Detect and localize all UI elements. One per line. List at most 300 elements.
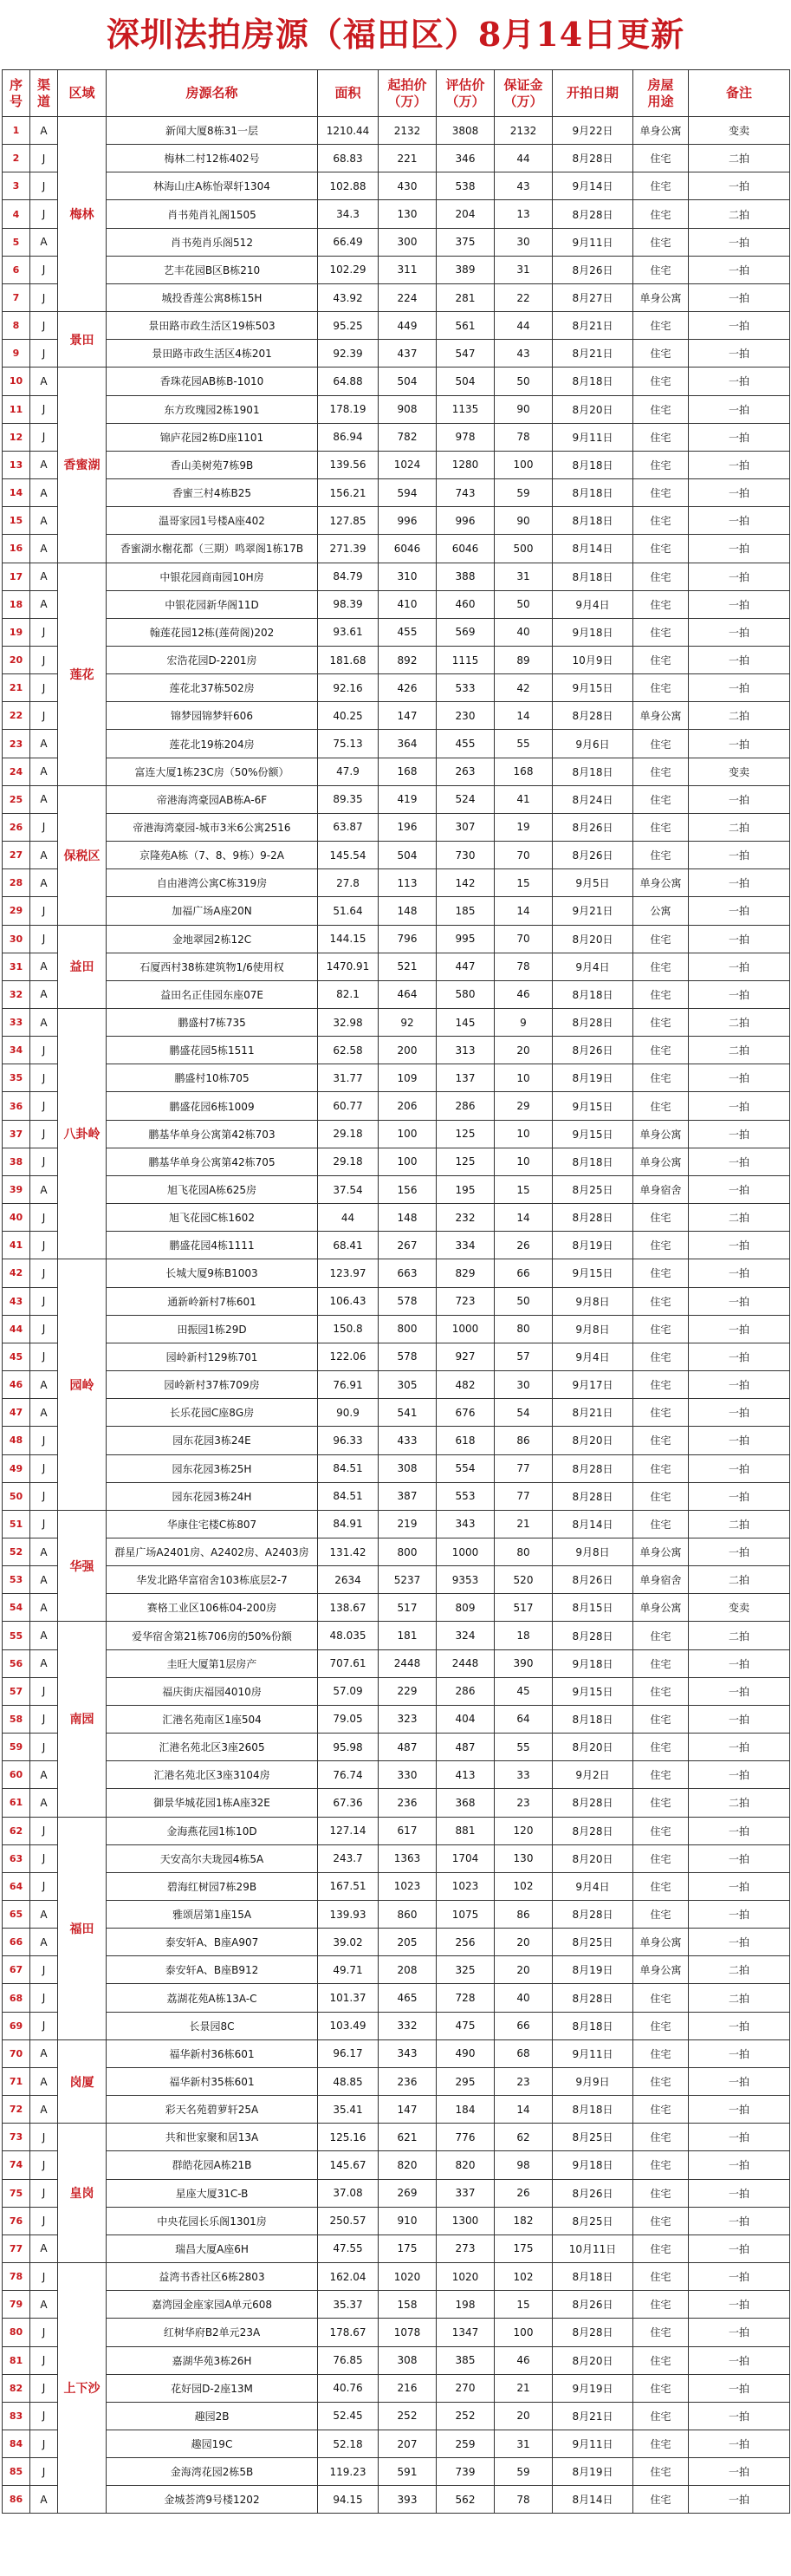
cell-deposit: 23 — [495, 1789, 553, 1817]
cell-auction-date: 8月28日 — [553, 1009, 633, 1037]
cell-no: 36 — [3, 1092, 30, 1120]
cell-channel: J — [30, 1734, 58, 1761]
cell-no: 13 — [3, 451, 30, 478]
cell-no: 6 — [3, 256, 30, 283]
cell-deposit: 77 — [495, 1454, 553, 1482]
cell-auction-date: 8月18日 — [553, 1705, 633, 1733]
cell-channel: J — [30, 2207, 58, 2234]
cell-start-price: 311 — [379, 256, 437, 283]
cell-start-price: 236 — [379, 2067, 437, 2095]
cell-usage: 单身公寓 — [633, 1120, 689, 1148]
cell-area: 707.61 — [318, 1649, 379, 1677]
cell-note: 二拍 — [689, 145, 790, 172]
cell-area: 37.08 — [318, 2179, 379, 2207]
cell-usage: 住宅 — [633, 1315, 689, 1343]
cell-deposit: 14 — [495, 1204, 553, 1232]
cell-no: 48 — [3, 1427, 30, 1454]
cell-appraisal: 2448 — [437, 1649, 495, 1677]
cell-area: 139.93 — [318, 1901, 379, 1929]
cell-name: 泰安轩A、B座A907 — [107, 1929, 318, 1956]
cell-area: 92.39 — [318, 340, 379, 368]
cell-start-price: 437 — [379, 340, 437, 368]
cell-name: 旭飞花园A栋625房 — [107, 1175, 318, 1203]
cell-deposit: 44 — [495, 145, 553, 172]
cell-deposit: 14 — [495, 2096, 553, 2124]
cell-appraisal: 743 — [437, 479, 495, 507]
table-row — [3, 1454, 790, 1482]
cell-name: 田振园1栋29D — [107, 1315, 318, 1343]
cell-area: 75.13 — [318, 730, 379, 758]
cell-channel: J — [30, 2179, 58, 2207]
cell-note: 一拍 — [689, 1482, 790, 1510]
cell-no: 1 — [3, 117, 30, 145]
cell-start-price: 419 — [379, 785, 437, 813]
cell-note: 一拍 — [689, 1844, 790, 1872]
cell-usage: 住宅 — [633, 2151, 689, 2179]
cell-start-price: 147 — [379, 2096, 437, 2124]
cell-appraisal: 368 — [437, 1789, 495, 1817]
cell-auction-date: 8月28日 — [553, 200, 633, 228]
cell-usage: 住宅 — [633, 2319, 689, 2346]
cell-note: 一拍 — [689, 1287, 790, 1315]
table-row — [3, 1315, 790, 1343]
cell-appraisal: 1075 — [437, 1901, 495, 1929]
cell-no: 49 — [3, 1454, 30, 1482]
cell-start-price: 465 — [379, 1984, 437, 2012]
cell-appraisal: 1000 — [437, 1538, 495, 1565]
cell-usage: 住宅 — [633, 1092, 689, 1120]
cell-area: 96.33 — [318, 1427, 379, 1454]
cell-channel: A — [30, 2096, 58, 2124]
cell-no: 59 — [3, 1734, 30, 1761]
table-row — [3, 730, 790, 758]
cell-note: 一拍 — [689, 535, 790, 563]
cell-start-price: 148 — [379, 897, 437, 925]
header-col-appraisal: 评估价 （万） — [437, 70, 495, 117]
cell-no: 25 — [3, 785, 30, 813]
cell-name: 星座大厦31C-B — [107, 2179, 318, 2207]
cell-name: 园岭新村37栋709房 — [107, 1371, 318, 1399]
cell-usage: 住宅 — [633, 256, 689, 283]
cell-auction-date: 8月28日 — [553, 1984, 633, 2012]
cell-channel: J — [30, 1037, 58, 1064]
cell-appraisal: 346 — [437, 145, 495, 172]
cell-no: 5 — [3, 228, 30, 256]
cell-auction-date: 8月20日 — [553, 1427, 633, 1454]
cell-usage: 住宅 — [633, 813, 689, 841]
cell-area: 35.41 — [318, 2096, 379, 2124]
cell-note: 一拍 — [689, 1649, 790, 1677]
cell-deposit: 15 — [495, 869, 553, 897]
cell-usage: 住宅 — [633, 1287, 689, 1315]
cell-deposit: 43 — [495, 172, 553, 200]
cell-usage: 住宅 — [633, 618, 689, 646]
cell-usage: 住宅 — [633, 451, 689, 478]
region-cell: 香蜜湖 — [58, 368, 107, 563]
cell-deposit: 90 — [495, 395, 553, 423]
cell-channel: A — [30, 730, 58, 758]
region-cell: 景田 — [58, 312, 107, 368]
cell-no: 75 — [3, 2179, 30, 2207]
cell-name: 花好园D-2座13M — [107, 2374, 318, 2402]
cell-deposit: 44 — [495, 312, 553, 340]
cell-note: 一拍 — [689, 2374, 790, 2402]
table-row — [3, 1705, 790, 1733]
cell-appraisal: 125 — [437, 1148, 495, 1175]
cell-auction-date: 9月11日 — [553, 228, 633, 256]
cell-auction-date: 8月18日 — [553, 368, 633, 395]
cell-usage: 住宅 — [633, 1427, 689, 1454]
cell-note: 一拍 — [689, 897, 790, 925]
cell-no: 60 — [3, 1761, 30, 1789]
cell-usage: 住宅 — [633, 2207, 689, 2234]
cell-channel: J — [30, 1120, 58, 1148]
table-row — [3, 117, 790, 145]
cell-note: 一拍 — [689, 590, 790, 618]
cell-deposit: 78 — [495, 2486, 553, 2514]
cell-appraisal: 538 — [437, 172, 495, 200]
cell-auction-date: 8月20日 — [553, 395, 633, 423]
cell-name: 趣园19C — [107, 2430, 318, 2457]
cell-start-price: 5237 — [379, 1566, 437, 1594]
cell-channel: A — [30, 2039, 58, 2067]
cell-note: 二拍 — [689, 1789, 790, 1817]
table-row — [3, 2207, 790, 2234]
cell-start-price: 148 — [379, 1204, 437, 1232]
cell-auction-date: 8月28日 — [553, 1901, 633, 1929]
cell-start-price: 300 — [379, 228, 437, 256]
table-row — [3, 340, 790, 368]
cell-deposit: 22 — [495, 283, 553, 311]
header-col-start-price: 起拍价 （万） — [379, 70, 437, 117]
cell-auction-date: 8月25日 — [553, 2124, 633, 2151]
cell-appraisal: 524 — [437, 785, 495, 813]
table-row — [3, 2096, 790, 2124]
cell-no: 81 — [3, 2346, 30, 2374]
cell-note: 变卖 — [689, 758, 790, 785]
cell-area: 47.55 — [318, 2234, 379, 2262]
cell-area: 94.15 — [318, 2486, 379, 2514]
table-row — [3, 1761, 790, 1789]
cell-area: 34.3 — [318, 200, 379, 228]
cell-auction-date: 9月15日 — [553, 1259, 633, 1287]
cell-deposit: 26 — [495, 1232, 553, 1259]
cell-name: 温哥家园1号楼A座402 — [107, 507, 318, 535]
cell-start-price: 455 — [379, 618, 437, 646]
cell-channel: A — [30, 785, 58, 813]
cell-usage: 住宅 — [633, 1984, 689, 2012]
cell-usage: 单身宿舍 — [633, 1175, 689, 1203]
cell-name: 群皓花园A栋21B — [107, 2151, 318, 2179]
cell-start-price: 100 — [379, 1148, 437, 1175]
cell-channel: J — [30, 200, 58, 228]
cell-channel: J — [30, 283, 58, 311]
cell-appraisal: 487 — [437, 1734, 495, 1761]
cell-auction-date: 9月11日 — [553, 2039, 633, 2067]
cell-channel: A — [30, 368, 58, 395]
cell-channel: J — [30, 2263, 58, 2291]
cell-no: 34 — [3, 1037, 30, 1064]
cell-name: 京隆苑A栋（7、8、9栋）9-2A — [107, 842, 318, 869]
cell-appraisal: 561 — [437, 312, 495, 340]
cell-channel: J — [30, 1984, 58, 2012]
cell-deposit: 57 — [495, 1343, 553, 1370]
cell-note: 二拍 — [689, 1009, 790, 1037]
cell-name: 锦梦园锦梦轩606 — [107, 702, 318, 730]
cell-start-price: 216 — [379, 2374, 437, 2402]
cell-name: 福华新村36栋601 — [107, 2039, 318, 2067]
cell-appraisal: 184 — [437, 2096, 495, 2124]
cell-no: 33 — [3, 1009, 30, 1037]
cell-start-price: 252 — [379, 2402, 437, 2430]
cell-auction-date: 9月17日 — [553, 1371, 633, 1399]
cell-usage: 住宅 — [633, 1232, 689, 1259]
cell-name: 旭飞花园C栋1602 — [107, 1204, 318, 1232]
table-row — [3, 2346, 790, 2374]
cell-usage: 住宅 — [633, 590, 689, 618]
cell-appraisal: 334 — [437, 1232, 495, 1259]
cell-start-price: 410 — [379, 590, 437, 618]
cell-auction-date: 8月18日 — [553, 479, 633, 507]
cell-area: 144.15 — [318, 925, 379, 953]
cell-appraisal: 313 — [437, 1037, 495, 1064]
cell-channel: J — [30, 423, 58, 451]
cell-usage: 住宅 — [633, 1037, 689, 1064]
cell-channel: A — [30, 1649, 58, 1677]
cell-area: 138.67 — [318, 1594, 379, 1622]
cell-area: 93.61 — [318, 618, 379, 646]
cell-deposit: 78 — [495, 953, 553, 980]
region-cell: 华强 — [58, 1510, 107, 1622]
cell-channel: A — [30, 535, 58, 563]
cell-auction-date: 8月24日 — [553, 785, 633, 813]
cell-note: 二拍 — [689, 1037, 790, 1064]
cell-name: 通新岭新村7栋601 — [107, 1287, 318, 1315]
cell-name: 趣园2B — [107, 2402, 318, 2430]
cell-area: 122.06 — [318, 1343, 379, 1370]
cell-start-price: 267 — [379, 1232, 437, 1259]
cell-note: 一拍 — [689, 618, 790, 646]
cell-usage: 住宅 — [633, 2039, 689, 2067]
cell-start-price: 332 — [379, 2012, 437, 2039]
cell-note: 一拍 — [689, 2096, 790, 2124]
cell-usage: 住宅 — [633, 2430, 689, 2457]
cell-appraisal: 569 — [437, 618, 495, 646]
cell-channel: J — [30, 813, 58, 841]
cell-deposit: 90 — [495, 507, 553, 535]
region-cell: 保税区 — [58, 785, 107, 925]
cell-deposit: 46 — [495, 2346, 553, 2374]
table-row — [3, 283, 790, 311]
cell-no: 15 — [3, 507, 30, 535]
cell-appraisal: 232 — [437, 1204, 495, 1232]
table-row — [3, 702, 790, 730]
cell-appraisal: 820 — [437, 2151, 495, 2179]
cell-channel: J — [30, 1343, 58, 1370]
cell-auction-date: 8月28日 — [553, 1817, 633, 1844]
cell-usage: 住宅 — [633, 479, 689, 507]
cell-name: 群星广场A2401房、A2402房、A2403房 — [107, 1538, 318, 1565]
cell-deposit: 46 — [495, 980, 553, 1008]
cell-area: 40.76 — [318, 2374, 379, 2402]
cell-start-price: 2448 — [379, 1649, 437, 1677]
cell-note: 一拍 — [689, 925, 790, 953]
table-row — [3, 535, 790, 563]
table-row — [3, 1929, 790, 1956]
cell-note: 一拍 — [689, 2151, 790, 2179]
cell-auction-date: 10月11日 — [553, 2234, 633, 2262]
cell-area: 67.36 — [318, 1789, 379, 1817]
cell-appraisal: 256 — [437, 1929, 495, 1956]
cell-name: 鹏盛花园5栋1511 — [107, 1037, 318, 1064]
cell-note: 一拍 — [689, 423, 790, 451]
cell-usage: 住宅 — [633, 1705, 689, 1733]
cell-area: 119.23 — [318, 2458, 379, 2486]
cell-deposit: 86 — [495, 1427, 553, 1454]
table-row — [3, 758, 790, 785]
cell-area: 162.04 — [318, 2263, 379, 2291]
cell-start-price: 621 — [379, 2124, 437, 2151]
cell-no: 50 — [3, 1482, 30, 1510]
cell-channel: J — [30, 2346, 58, 2374]
cell-usage: 住宅 — [633, 312, 689, 340]
cell-name: 帝港海湾豪园AB栋A-6F — [107, 785, 318, 813]
cell-name: 锦庐花园2栋D座1101 — [107, 423, 318, 451]
cell-deposit: 10 — [495, 1064, 553, 1092]
cell-auction-date: 8月19日 — [553, 1232, 633, 1259]
table-row — [3, 2486, 790, 2514]
cell-area: 76.74 — [318, 1761, 379, 1789]
cell-deposit: 26 — [495, 2179, 553, 2207]
cell-name: 鹏盛村7栋735 — [107, 1009, 318, 1037]
cell-start-price: 521 — [379, 953, 437, 980]
table-row — [3, 2319, 790, 2346]
table-row — [3, 423, 790, 451]
cell-usage: 住宅 — [633, 674, 689, 702]
cell-appraisal: 230 — [437, 702, 495, 730]
cell-usage: 住宅 — [633, 1371, 689, 1399]
cell-start-price: 92 — [379, 1009, 437, 1037]
cell-appraisal: 730 — [437, 842, 495, 869]
cell-auction-date: 9月18日 — [553, 618, 633, 646]
table-row — [3, 1287, 790, 1315]
cell-no: 12 — [3, 423, 30, 451]
table-row — [3, 897, 790, 925]
cell-auction-date: 8月21日 — [553, 312, 633, 340]
cell-note: 一拍 — [689, 2402, 790, 2430]
cell-appraisal: 324 — [437, 1622, 495, 1649]
cell-channel: A — [30, 980, 58, 1008]
cell-no: 31 — [3, 953, 30, 980]
cell-usage: 单身公寓 — [633, 1956, 689, 1984]
cell-no: 54 — [3, 1594, 30, 1622]
cell-no: 55 — [3, 1622, 30, 1649]
cell-channel: J — [30, 1677, 58, 1705]
cell-name: 中央花园长乐阁1301房 — [107, 2207, 318, 2234]
cell-no: 80 — [3, 2319, 30, 2346]
cell-auction-date: 8月21日 — [553, 340, 633, 368]
cell-deposit: 70 — [495, 925, 553, 953]
cell-auction-date: 8月26日 — [553, 842, 633, 869]
cell-start-price: 617 — [379, 1817, 437, 1844]
cell-note: 一拍 — [689, 507, 790, 535]
table-row — [3, 2234, 790, 2262]
cell-area: 1210.44 — [318, 117, 379, 145]
cell-name: 香蜜三村4栋B25 — [107, 479, 318, 507]
table-row — [3, 1427, 790, 1454]
cell-appraisal: 204 — [437, 200, 495, 228]
table-row — [3, 1622, 790, 1649]
cell-name: 肖书苑肖礼阁1505 — [107, 200, 318, 228]
cell-note: 一拍 — [689, 172, 790, 200]
region-cell: 八卦岭 — [58, 1009, 107, 1259]
cell-auction-date: 8月28日 — [553, 1482, 633, 1510]
cell-area: 1470.91 — [318, 953, 379, 980]
cell-deposit: 98 — [495, 2151, 553, 2179]
cell-usage: 单身公寓 — [633, 869, 689, 897]
cell-deposit: 80 — [495, 1538, 553, 1565]
cell-note: 一拍 — [689, 2319, 790, 2346]
cell-appraisal: 375 — [437, 228, 495, 256]
cell-deposit: 20 — [495, 1929, 553, 1956]
cell-note: 一拍 — [689, 2458, 790, 2486]
cell-start-price: 224 — [379, 283, 437, 311]
cell-usage: 住宅 — [633, 758, 689, 785]
cell-deposit: 100 — [495, 2319, 553, 2346]
cell-no: 17 — [3, 563, 30, 590]
cell-channel: A — [30, 1789, 58, 1817]
cell-no: 76 — [3, 2207, 30, 2234]
table-row — [3, 1009, 790, 1037]
cell-auction-date: 9月15日 — [553, 674, 633, 702]
cell-channel: A — [30, 2234, 58, 2262]
cell-area: 127.14 — [318, 1817, 379, 1844]
cell-note: 二拍 — [689, 200, 790, 228]
cell-deposit: 15 — [495, 1175, 553, 1203]
cell-note: 一拍 — [689, 953, 790, 980]
cell-usage: 住宅 — [633, 1901, 689, 1929]
cell-usage: 住宅 — [633, 646, 689, 673]
cell-no: 30 — [3, 925, 30, 953]
cell-channel: J — [30, 1872, 58, 1900]
cell-name: 园东花园3栋25H — [107, 1454, 318, 1482]
cell-name: 鹏基华单身公寓第42栋705 — [107, 1148, 318, 1175]
cell-appraisal: 1115 — [437, 646, 495, 673]
cell-no: 52 — [3, 1538, 30, 1565]
cell-usage: 住宅 — [633, 2179, 689, 2207]
cell-note: 二拍 — [689, 1984, 790, 2012]
cell-usage: 住宅 — [633, 1343, 689, 1370]
cell-area: 89.35 — [318, 785, 379, 813]
cell-deposit: 66 — [495, 1259, 553, 1287]
cell-name: 香山美树苑7栋9B — [107, 451, 318, 478]
cell-note: 二拍 — [689, 813, 790, 841]
cell-usage: 单身公寓 — [633, 1538, 689, 1565]
cell-usage: 住宅 — [633, 2458, 689, 2486]
cell-note: 一拍 — [689, 228, 790, 256]
cell-note: 二拍 — [689, 1622, 790, 1649]
cell-no: 7 — [3, 283, 30, 311]
cell-channel: J — [30, 1956, 58, 1984]
cell-start-price: 308 — [379, 2346, 437, 2374]
table-row — [3, 2263, 790, 2291]
cell-channel: A — [30, 1594, 58, 1622]
cell-name: 园东花园3栋24H — [107, 1482, 318, 1510]
cell-deposit: 182 — [495, 2207, 553, 2234]
cell-no: 8 — [3, 312, 30, 340]
cell-channel: J — [30, 256, 58, 283]
table-row — [3, 1037, 790, 1064]
